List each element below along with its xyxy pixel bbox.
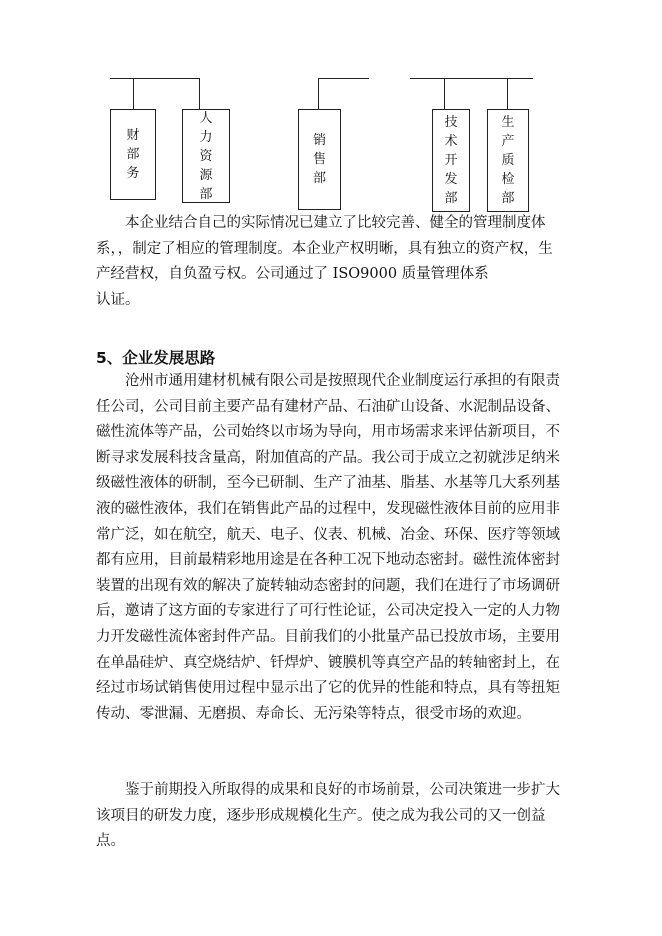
department-label-char: 开 xyxy=(444,153,458,168)
connector-line xyxy=(199,78,200,109)
department-label xyxy=(199,109,212,204)
department-label xyxy=(126,126,139,183)
department-label-char: 力 xyxy=(199,129,213,145)
department-label-char: 部 xyxy=(126,147,140,162)
department-box-production xyxy=(487,109,529,212)
department-label-char: 人 xyxy=(199,110,213,126)
development-section xyxy=(96,369,566,727)
conclusion-section xyxy=(96,778,566,855)
department-box-finance xyxy=(110,109,156,200)
management-paragraph: 本企业结合自己的实际情况已建立了比较完善、健全的管理制度体系，，制定了相应的管理制度。本企业产权明晰，具有独立的资产权，生产经营权，自负盈亏权。公司通过了 ISO9000 质量管理体系 xyxy=(96,215,553,283)
org-chart xyxy=(0,0,662,215)
department-label xyxy=(501,113,514,208)
department-label-char: 部 xyxy=(444,191,458,206)
department-box-tech xyxy=(432,109,470,212)
connector-line xyxy=(507,78,508,109)
department-label-char: 销 xyxy=(312,133,326,148)
connector-line xyxy=(133,78,134,109)
department-box-sales xyxy=(298,109,341,210)
department-label xyxy=(444,113,457,208)
department-label-char: 部 xyxy=(312,171,326,186)
department-label-char: 售 xyxy=(312,152,326,167)
department-label-char: 产 xyxy=(501,134,515,149)
connector-line xyxy=(110,78,200,79)
department-label-char: 生 xyxy=(501,115,515,130)
management-paragraph-tail: 认证。 xyxy=(96,291,140,308)
management-section xyxy=(96,211,566,313)
connector-line xyxy=(318,78,319,109)
department-label-char: 源 xyxy=(199,167,213,183)
department-label-char: 财 xyxy=(126,128,140,143)
department-label-char: 资 xyxy=(199,148,213,164)
department-label-char: 检 xyxy=(501,172,515,187)
connector-line xyxy=(318,78,369,79)
section-heading: 5、企业发展思路 xyxy=(96,349,216,367)
department-label-char: 部 xyxy=(199,186,213,202)
connector-line xyxy=(410,78,533,79)
department-label xyxy=(313,131,326,188)
department-label-char: 技 xyxy=(444,115,458,130)
department-label-char: 术 xyxy=(444,134,458,149)
conclusion-paragraph: 鉴于前期投入所取得的成果和良好的市场前景，公司决策进一步扩大该项目的研发力度，逐步形成规模化生产。使之成为我公司的又一创益点。 xyxy=(96,782,560,850)
development-paragraph: 沧州市通用建材机械有限公司是按照现代企业制度运行承担的有限责任公司，公司目前主要产品有建材产品、石油矿山设备、水泥制品设备、磁性流体等产品，公司始终以市场为导向，用市场需求来评估新项目，不断寻求发展科技含量高，附加值高的产品。我公司于成立之初就涉足纳米级磁性液体的研制，至今已研制、生产了油基、脂基、水基等几大系列基液的磁性液体，我们在销售此产品的过程中，发现磁性液体目前的应用非常广泛，如在航空，航天、电子、仪表、机械、冶金、环保、医疗等领域都有应用，目前最精彩地用途是在各种工况下地动态密封。磁性流体密封装置的出现有效的解决了旋转轴动态密封的问题，我们在进行了市场调研后，邀请了这方面的专家进行了可行性论证，公司决定投入一定的人力物力开发磁性流体密封件产品。目前我们的小批量产品已投放市场，主要用在单晶硅炉、真空烧结炉、钎焊炉、镀膜机等真空产品的转轴密封上，在经过市场试销售使用过程中显示出了它的优异的性能和特点，具有等扭矩传动、零泄漏、无磨损、寿命长、无污染等特点，很受市场的欢迎。 xyxy=(96,373,560,722)
connector-line xyxy=(444,78,445,109)
department-box-hr xyxy=(182,109,230,203)
department-label-char: 发 xyxy=(444,172,458,187)
department-label-char: 务 xyxy=(126,166,140,181)
department-label-char: 质 xyxy=(501,153,515,168)
department-label-char: 部 xyxy=(501,191,515,206)
